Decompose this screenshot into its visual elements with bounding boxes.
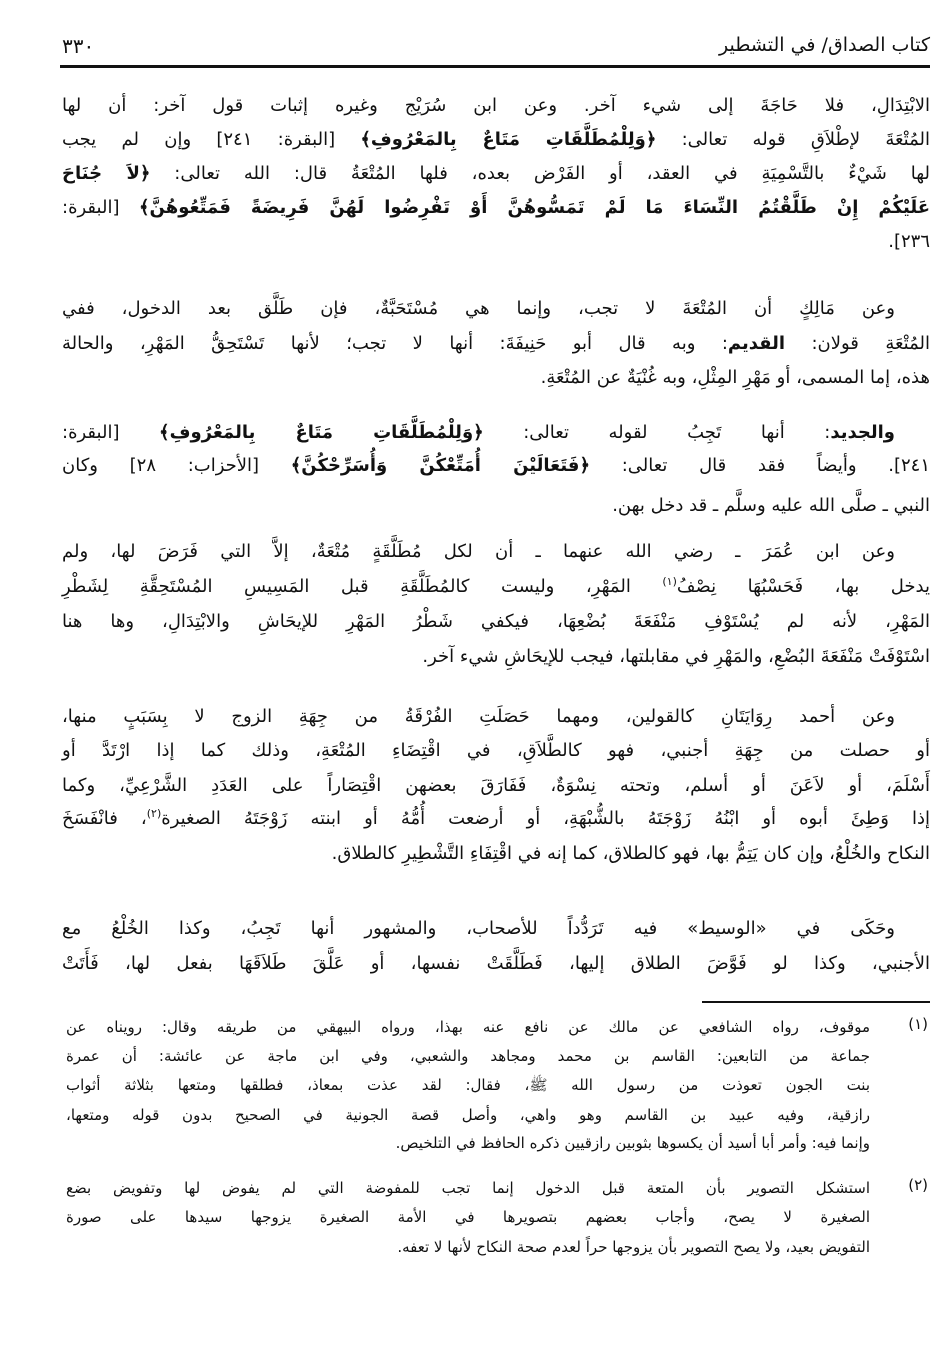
text-line [62,608,930,636]
footnote-number: (٢) [908,1176,928,1194]
text-line [62,452,930,480]
text-line [62,295,895,323]
text-line [62,126,930,154]
text-run: النبي ـ صلَّى الله عليه وسلَّم ـ قد دخل بهن. [612,495,930,516]
text-line [62,330,930,358]
text-run: اسْتَوْفَتْ مَنْفَعَةَ البُضْعِ، والمَهْرِ في مقابلتها، فيجب للإيحَاشِ شيء آخر. [422,646,930,667]
text-line [62,703,895,731]
text-run: ٢٣٦]. [888,231,930,252]
text-line [62,492,930,520]
footnote-line: بنت الجون تعوذت من رسول الله ﷺ، فقال: لقد عذت بمعاذ، فطلقها ومتعها بثلاثة أثواب [66,1076,870,1094]
footnote-line: استشكل التصوير بأن المتعة قبل الدخول إنما تجب للمفوضة التي لم يفوض لها وتفويض بضع [66,1179,870,1197]
text-run: وعن أحمد رِوَايَتَانِ كالقولين، ومهما حَصَلَتِ الفُرْقَةُ من جِهَةِ الزوج لا بِسَبَبٍ منها، [62,706,895,727]
text-line [62,805,930,833]
text-run: المَهْرِ، لأنه لم يُسْتَوْفِ مَنْفَعَةَ بُضْعِهَا، فيكفي شَطْرُ المَهْرِ للإيحَاشِ والابْتِدَالِ، وها هنا [62,611,930,632]
footnote-separator [702,1001,930,1003]
text-line [62,419,895,447]
text-run: وعن ابن عُمَرَ ـ رضي الله عنهما ـ أن لكل مُطَلَّقَةٍ مُتْعَةٌ، إلاَّ التي فَرَضَ لها، ولم [62,541,895,562]
footnote-line: الصغيرة لا يصح، وأجاب بعضهم بتصويرها في الأمة الصغيرة يزوجها سيدها على صورة [66,1208,870,1226]
text-run: الابْتِدَالِ، فلا حَاجَةَ إلى شيء آخر. وعن ابن سُرَيْج وغيره إثبات قول آخر: أن لها [62,95,930,116]
text-line [62,643,930,671]
text-line [62,194,930,222]
text-run: الأجنبي، وكذا لو فَوَّضَ الطلاق إليها، فَطَلَّقَتْ نفسها، أو عَلَّقَ طَلاَقَهَا بفعل لها، فَأَتَتْ [62,953,930,974]
footnote-line: موقوف، رواه الشافعي عن مالك عن نافع عنه بهذا، ورواه البيهقي من طريقه وقال: رويناه عن [66,1018,870,1036]
text-run: يدخل بها، فَحَسْبُهَا نِصْفُ [676,576,930,597]
page-number: ٣٣٠ [62,34,95,58]
chapter-title: كتاب الصداق/ في التشطير [719,34,930,56]
footnote-ref[interactable]: (٢) [146,807,162,820]
emphasis-text: والجديد [830,422,895,443]
text-run: وحَكَى في «الوسيط» فيه تَرَدُّداً للأصحاب، والمشهور أنها تَجِبُ، وكذا الخُلْعُ مع [62,918,895,939]
emphasis-text: القديم [727,333,786,354]
text-line [62,772,930,800]
emphasis-text: ﴿وَلِلْمُطَلَّقَاتِ مَتَاعٌ بِالمَعْرُوفِ﴾ [159,422,484,443]
text-run: وعن مَالِكٍ أن المُتْعَةَ لا تجب، وإنما هي مُسْتَحَبَّةٌ، فإن طَلَّق بعد الدخول، ففي [62,298,895,319]
text-line [62,538,895,566]
text-run: هذه، إما المسمى، أو مَهْرِ المِثْلِ، وبه غُنْيَةٌ عن المُتْعَةِ. [540,367,930,388]
text-run: المُتْعَةَ لإطْلاَقِ قوله تعالى: [656,129,931,150]
text-line [62,364,930,392]
text-run: لها شَيْءٌ بالتَّسْمِيَةِ في العقد، أو الفَرْض بعده، فلها المُتْعَةُ قال: الله تعالى: [150,163,930,184]
text-line [62,573,930,601]
text-run: [البقرة: ٢٤١] وإن لم يجب [62,129,361,150]
text-run: [البقرة: [62,422,160,443]
footnote-ref[interactable]: (١) [662,575,677,588]
emphasis-text: ﴿لاَ جُنَاحَ [62,163,151,184]
text-run: إذا وَطِئَ أبوه أو ابْنُهُ زَوْجَتَهُ بالشُّبْهَةِ، أو أرضعت أُمُّهُ أو ابنته زَوْجَتَهُ الصغيرة [161,808,930,829]
footnote-line: جماعة من التابعين: القاسم بن محمد ومجاهد والشعبي، وفي ابن ماجة عن عائشة: أن عمرة [66,1047,870,1065]
text-run: أَسْلَمَ، أو لاَعَنَ أو أسلم، وتحته نِسْوَةٌ، فَفَارَقَ بعضهن اقْتِصَاراً على العَدَدِ الشَّرْعِيِّ، وكما [62,775,930,796]
text-line [62,228,930,256]
text-run: ٢٤١]. وأيضاً فقد قال تعالى: [590,455,930,476]
text-line [62,950,930,978]
text-run: النكاح والخُلْعُ، وإن كان يَتِمُّ بها، فهو كالطلاق، كما إنه في اقْتِفَاءِ التَّشْطِيرِ كالطلاق. [331,843,930,864]
text-run: ، فانْفَسَخَ [62,808,147,829]
text-run: [الأحزاب: ٢٨] وكان [62,455,291,476]
text-run: أو حصلت من جِهَةِ أجنبي، فهو كالطَّلاَقِ، في اقْتِضَاءِ المُتْعَةِ، وذلك كما إذا ارْتَدَّ أو [62,740,930,761]
emphasis-text: عَلَيْكُمْ إِنْ طَلَّقْتُمُ النِّسَاءَ مَا لَمْ تَمَسُّوهُنَّ أَوْ تَفْرِضُوا لَهُنَّ فَرِيضَةً فَمَتِّعُوهُنَّ﴾ [138,197,930,218]
text-run: المُتْعَةِ قولان: [785,333,930,354]
footnote-number: (١) [908,1015,928,1033]
footnote-line: وإنما فيه: وأمر أبا أسيد أن يكسوها بثوبين رازقيين ذكره الحافظ في التلخيص. [395,1134,870,1152]
text-line [62,737,930,765]
emphasis-text: ﴿فَتَعَالَيْنَ أُمَتِّعْكُنَّ وَأُسَرِّحْكُنَّ﴾ [290,455,591,476]
text-run: : أنها تَجِبُ لقوله تعالى: [483,422,831,443]
text-run: : وبه قال أبو حَنِيفَةَ: أنها لا تجب؛ لأنها تَسْتَحِقُّ المَهْرِ، والحالة [62,333,728,354]
text-line [62,915,895,943]
text-run: المَهْرِ، وليست كالمُطَلَّقَةِ قبل المَسِيسِ المُسْتَحِقَّةِ لِشَطْرِ [62,576,663,597]
header-rule [60,65,930,68]
emphasis-text: ﴿وَلِلْمُطَلَّقَاتِ مَتَاعٌ بِالمَعْرُوفِ﴾ [360,129,657,150]
text-run: [البقرة: [62,197,139,218]
text-line [62,840,930,868]
footnote-line: التفويض بعيد، ولا يصح التصوير بأن يزوجها حراً لعدم صحة النكاح لأنها لا تعفه. [397,1238,870,1256]
text-line [62,160,930,188]
footnote-line: رازقية، وفيه عبيد بن القاسم وهو واهي، وأصل قصة الجونية في الصحيح بدون قوله ومتعها، [66,1106,870,1124]
text-line [62,92,930,120]
